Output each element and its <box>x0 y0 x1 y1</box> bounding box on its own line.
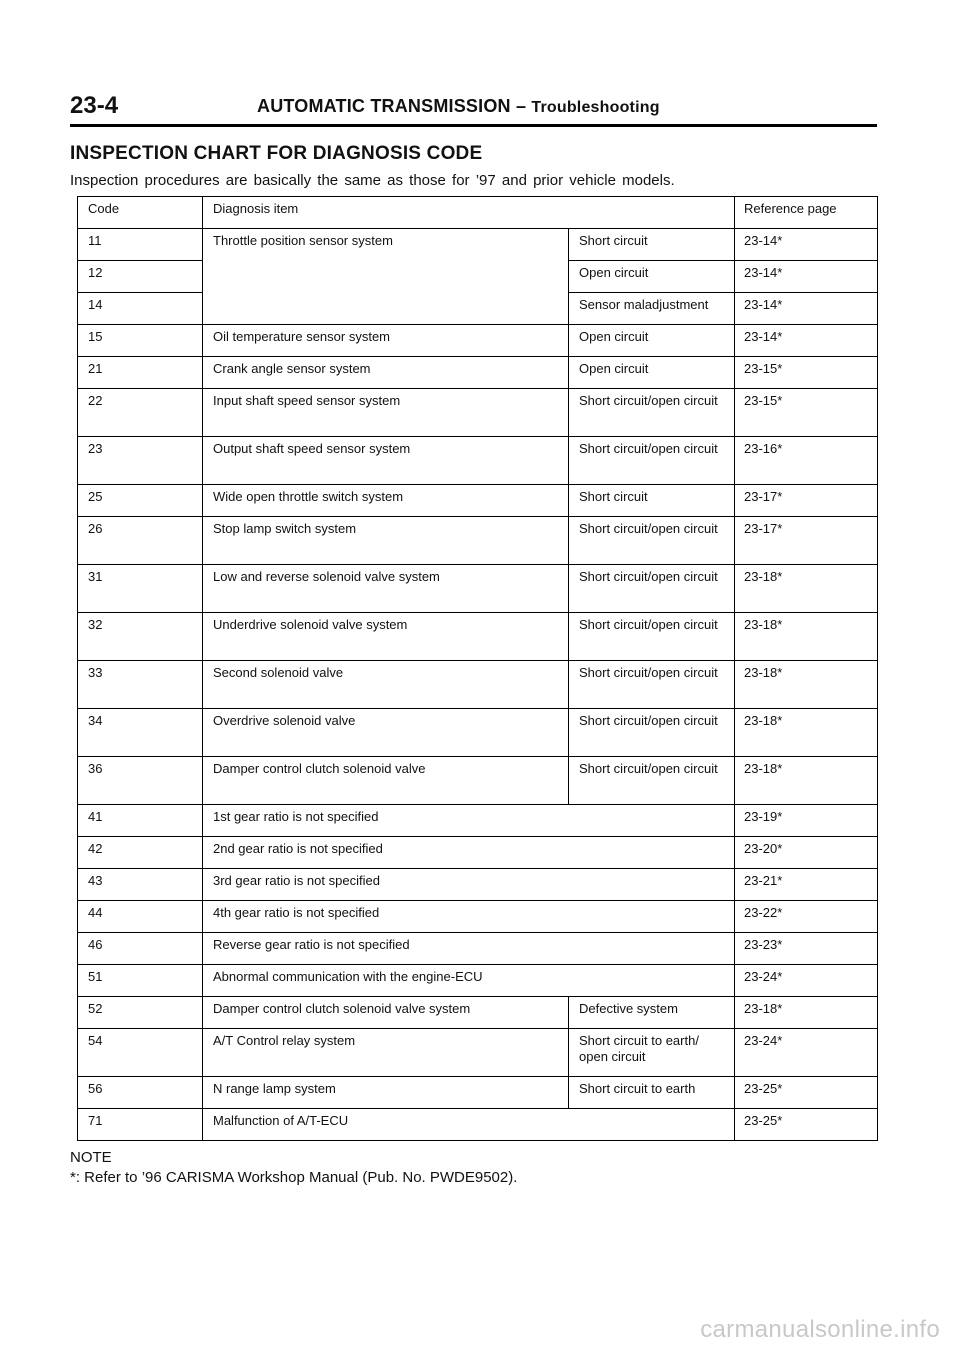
diagnosis-code-table <box>77 196 878 1141</box>
cell-ref: 23-21* <box>735 869 878 901</box>
table-row <box>78 325 878 357</box>
table-row <box>78 997 878 1029</box>
cell-ref: 23-18* <box>735 565 878 613</box>
cell-code: 11 <box>78 229 203 261</box>
page-title <box>257 96 660 117</box>
cell-item: Second solenoid valve <box>203 661 569 709</box>
table-row <box>78 517 878 565</box>
table-row <box>78 1109 878 1141</box>
table-row <box>78 485 878 517</box>
table-row <box>78 965 878 997</box>
header-diagnosis-item: Diagnosis item <box>203 197 735 229</box>
cell-ref: 23-14* <box>735 293 878 325</box>
table-row <box>78 1029 878 1077</box>
cell-ref: 23-25* <box>735 1077 878 1109</box>
watermark: carmanualsonline.info <box>700 1316 940 1343</box>
cell-item: Abnormal communication with the engine-ECU <box>203 965 735 997</box>
cell-item: A/T Control relay system <box>203 1029 569 1077</box>
table-row <box>78 437 878 485</box>
cell-ref: 23-22* <box>735 901 878 933</box>
cell-code: 32 <box>78 613 203 661</box>
cell-item: Wide open throttle switch system <box>203 485 569 517</box>
cell-detail: Short circuit/open circuit <box>569 437 735 485</box>
table-header-row <box>78 197 878 229</box>
cell-ref: 23-15* <box>735 389 878 437</box>
cell-item: Output shaft speed sensor system <box>203 437 569 485</box>
cell-item: Damper control clutch solenoid valve <box>203 757 569 805</box>
cell-ref: 23-18* <box>735 661 878 709</box>
cell-code: 22 <box>78 389 203 437</box>
cell-code: 54 <box>78 1029 203 1077</box>
cell-code: 12 <box>78 261 203 293</box>
cell-item: Stop lamp switch system <box>203 517 569 565</box>
cell-code: 44 <box>78 901 203 933</box>
note <box>70 1148 517 1188</box>
header-reference-page: Reference page <box>735 197 878 229</box>
cell-detail: Short circuit <box>569 229 735 261</box>
note-text: *: Refer to ’96 CARISMA Workshop Manual (Pub. No. PWDE9502). <box>70 1169 518 1186</box>
cell-detail: Defective system <box>569 997 735 1029</box>
header-code: Code <box>78 197 203 229</box>
cell-code: 14 <box>78 293 203 325</box>
cell-ref: 23-25* <box>735 1109 878 1141</box>
cell-item: Oil temperature sensor system <box>203 325 569 357</box>
title-subtitle: Troubleshooting <box>531 99 660 116</box>
cell-code: 36 <box>78 757 203 805</box>
cell-item: Malfunction of A/T-ECU <box>203 1109 735 1141</box>
cell-code: 21 <box>78 357 203 389</box>
cell-detail: Short circuit to earth/ open circuit <box>569 1029 735 1077</box>
cell-item: Damper control clutch solenoid valve system <box>203 997 569 1029</box>
page-header <box>70 92 877 127</box>
cell-ref: 23-15* <box>735 357 878 389</box>
cell-detail: Short circuit/open circuit <box>569 389 735 437</box>
table-row <box>78 389 878 437</box>
cell-code: 56 <box>78 1077 203 1109</box>
cell-code: 43 <box>78 869 203 901</box>
table-row <box>78 229 878 261</box>
cell-code: 51 <box>78 965 203 997</box>
cell-detail: Open circuit <box>569 325 735 357</box>
cell-code: 46 <box>78 933 203 965</box>
cell-item: Low and reverse solenoid valve system <box>203 565 569 613</box>
cell-detail: Short circuit/open circuit <box>569 709 735 757</box>
cell-ref: 23-14* <box>735 261 878 293</box>
cell-code: 23 <box>78 437 203 485</box>
table-row <box>78 1077 878 1109</box>
cell-ref: 23-19* <box>735 805 878 837</box>
table-row <box>78 613 878 661</box>
cell-detail: Short circuit to earth <box>569 1077 735 1109</box>
cell-item: Reverse gear ratio is not specified <box>203 933 735 965</box>
cell-item: Underdrive solenoid valve system <box>203 613 569 661</box>
cell-ref: 23-17* <box>735 485 878 517</box>
cell-detail: Short circuit/open circuit <box>569 565 735 613</box>
cell-code: 25 <box>78 485 203 517</box>
section-title: INSPECTION CHART FOR DIAGNOSIS CODE <box>70 143 483 164</box>
cell-ref: 23-18* <box>735 997 878 1029</box>
cell-detail: Short circuit/open circuit <box>569 661 735 709</box>
cell-ref: 23-18* <box>735 757 878 805</box>
cell-detail: Short circuit/open circuit <box>569 757 735 805</box>
cell-code: 42 <box>78 837 203 869</box>
cell-code: 71 <box>78 1109 203 1141</box>
table-row <box>78 661 878 709</box>
cell-ref: 23-18* <box>735 613 878 661</box>
cell-ref: 23-14* <box>735 325 878 357</box>
cell-item: Input shaft speed sensor system <box>203 389 569 437</box>
cell-item: 2nd gear ratio is not specified <box>203 837 735 869</box>
table-row <box>78 357 878 389</box>
table-row <box>78 837 878 869</box>
cell-code: 34 <box>78 709 203 757</box>
title-separator: – <box>515 96 527 116</box>
table-row <box>78 901 878 933</box>
table-row <box>78 805 878 837</box>
cell-detail: Open circuit <box>569 357 735 389</box>
cell-code: 31 <box>78 565 203 613</box>
table-row <box>78 933 878 965</box>
cell-detail: Sensor maladjustment <box>569 293 735 325</box>
cell-ref: 23-23* <box>735 933 878 965</box>
cell-ref: 23-16* <box>735 437 878 485</box>
note-label: NOTE <box>70 1149 112 1166</box>
cell-item: Crank angle sensor system <box>203 357 569 389</box>
cell-item: 1st gear ratio is not specified <box>203 805 735 837</box>
cell-code: 33 <box>78 661 203 709</box>
cell-item: Throttle position sensor system <box>203 229 569 325</box>
cell-code: 26 <box>78 517 203 565</box>
cell-ref: 23-24* <box>735 965 878 997</box>
table-row <box>78 565 878 613</box>
cell-code: 52 <box>78 997 203 1029</box>
cell-ref: 23-18* <box>735 709 878 757</box>
cell-code: 15 <box>78 325 203 357</box>
table-row <box>78 757 878 805</box>
cell-ref: 23-14* <box>735 229 878 261</box>
cell-detail: Open circuit <box>569 261 735 293</box>
cell-ref: 23-17* <box>735 517 878 565</box>
page-number: 23-4 <box>70 92 119 119</box>
cell-item: N range lamp system <box>203 1077 569 1109</box>
cell-item: 3rd gear ratio is not specified <box>203 869 735 901</box>
cell-item: 4th gear ratio is not specified <box>203 901 735 933</box>
table-row <box>78 869 878 901</box>
title-main: AUTOMATIC TRANSMISSION <box>257 96 511 116</box>
cell-item: Overdrive solenoid valve <box>203 709 569 757</box>
cell-code: 41 <box>78 805 203 837</box>
cell-ref: 23-20* <box>735 837 878 869</box>
cell-detail: Short circuit <box>569 485 735 517</box>
cell-detail: Short circuit/open circuit <box>569 517 735 565</box>
table-row <box>78 709 878 757</box>
cell-detail: Short circuit/open circuit <box>569 613 735 661</box>
intro-text: Inspection procedures are basically the same as those for ’97 and prior vehicle models. <box>70 172 675 189</box>
cell-ref: 23-24* <box>735 1029 878 1077</box>
